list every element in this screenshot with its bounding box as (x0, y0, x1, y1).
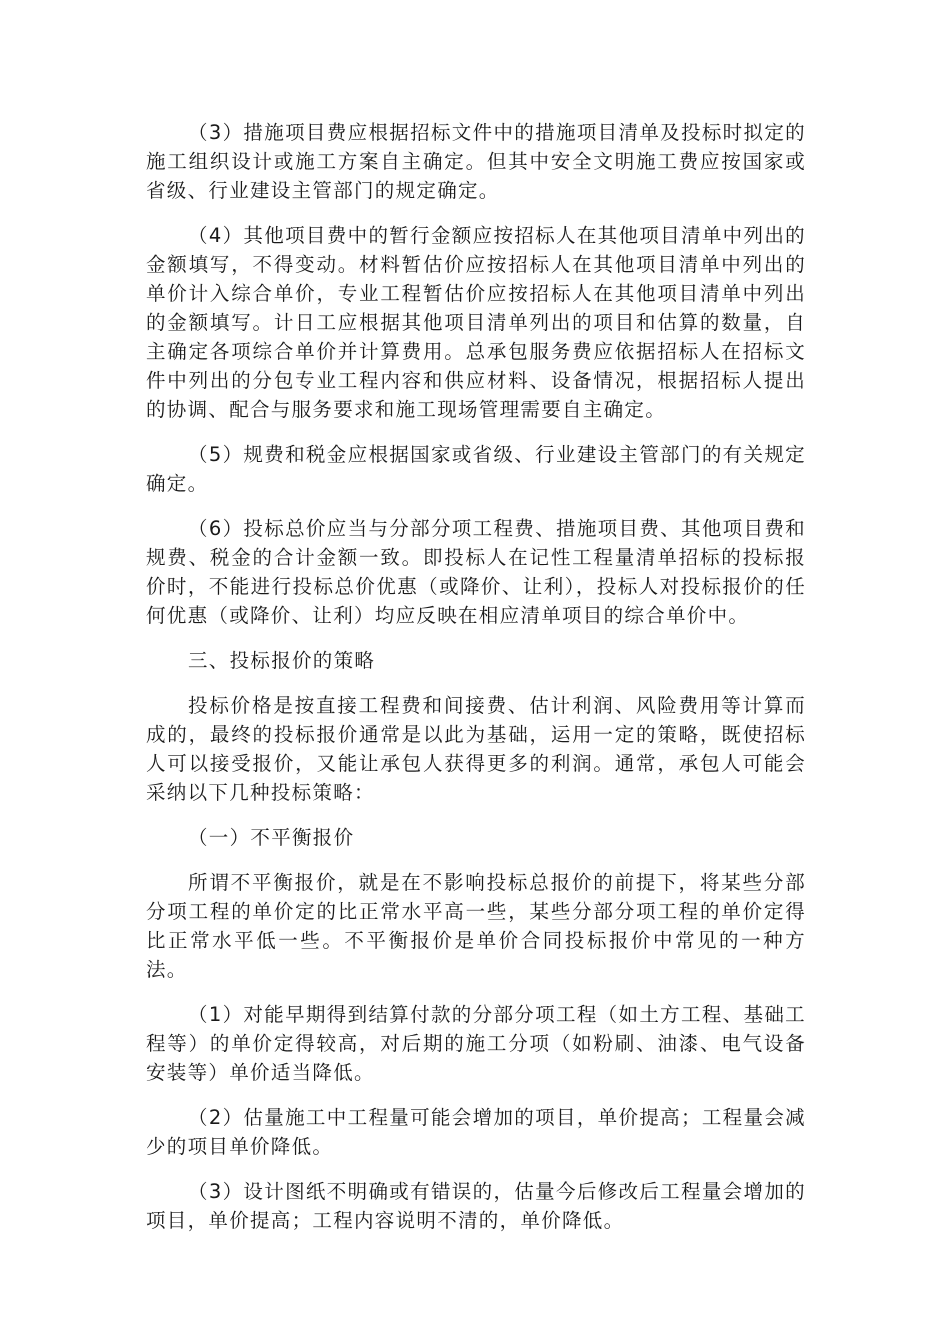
paragraph-unbalanced-bid-definition: 所谓不平衡报价，就是在不影响投标总报价的前提下，将某些分部分项工程的单价定的比正常水平高一些，某些分部分项工程的单价定得比正常水平低一些。不平衡报价是单价合同投标报价中常见的一种方法。 (146, 871, 806, 981)
paragraph-early-payment-items: （1）对能早期得到结算付款的分部分项工程（如土方工程、基础工程等）的单价定得较高，对后期的施工分项（如粉刷、油漆、电气设备安装等）单价适当降低。 (146, 1003, 806, 1084)
paragraph-quantity-estimate: （2）估量施工中工程量可能会增加的项目，单价提高；工程量会减少的项目单价降低。 (146, 1106, 806, 1158)
section-heading-bid-strategy: 三、投标报价的策略 (188, 649, 376, 672)
paragraph-unclear-drawings: （3）设计图纸不明确或有错误的，估量今后修改后工程量会增加的项目，单价提高；工程内容说明不清的，单价降低。 (146, 1180, 806, 1232)
paragraph-other-items-fee: （4）其他项目费中的暂行金额应按招标人在其他项目清单中列出的金额填写，不得变动。材料暂估价应按招标人在其他项目清单中列出的单价计入综合单价，专业工程暂估价应按招标人在其他项目清单中列出的金额填写。计日工应根据其他项目清单列出的项目和估算的数量，自主确定各项综合单价并计算费用。总承包服务费应依据招标人在招标文件中列出的分包专业工程内容和供应材料、设备情况，根据招标人提出的协调、配合与服务要求和施工现场管理需要自主确定。 (146, 224, 806, 421)
paragraph-measures-fee: （3）措施项目费应根据招标文件中的措施项目清单及投标时拟定的施工组织设计或施工方案自主确定。但其中安全文明施工费应按国家或省级、行业建设主管部门的规定确定。 (146, 121, 806, 202)
paragraph-fees-and-taxes: （5）规费和税金应根据国家或省级、行业建设主管部门的有关规定确定。 (146, 443, 806, 495)
paragraph-total-bid-price: （6）投标总价应当与分部分项工程费、措施项目费、其他项目费和规费、税金的合计金额一致。即投标人在记性工程量清单招标的投标报价时，不能进行投标总价优惠（或降价、让利），投标人对投标报价的任何优惠（或降价、让利）均应反映在相应清单项目的综合单价中。 (146, 517, 806, 627)
document-body (146, 118, 806, 1251)
paragraph-bid-price-intro: 投标价格是按直接工程费和间接费、估计利润、风险费用等计算而成的，最终的投标报价通常是以此为基础，运用一定的策略，既使招标人可以接受报价，又能让承包人获得更多的利润。通常，承包人可能会采纳以下几种投标策略： (146, 694, 806, 804)
subheading-unbalanced-bid: （一）不平衡报价 (188, 826, 355, 849)
